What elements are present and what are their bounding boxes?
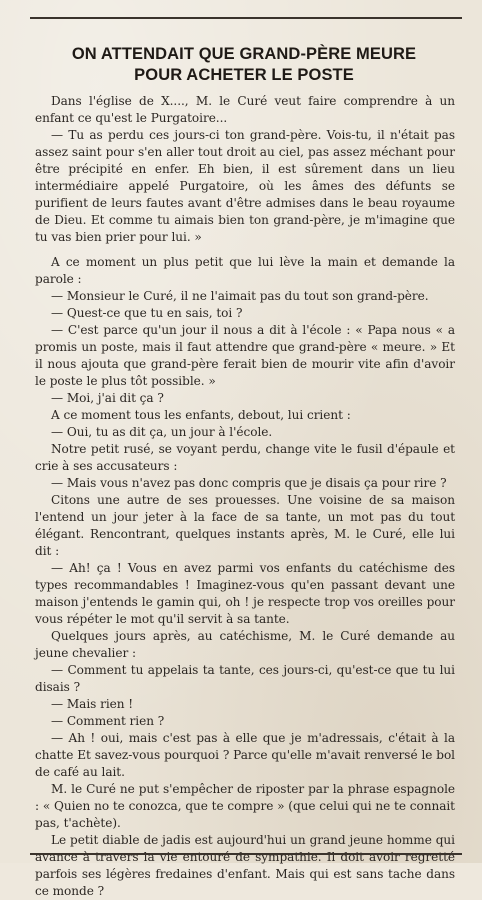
paragraph: Le petit diable de jadis est aujourd'hui un grand jeune homme qui avance à travers la vie entouré de sympathie. Il doit avoir regretté parfois ses légères fredaines d'enfant. Mais qui est sans tache dans ce monde ? <box>35 833 455 898</box>
paragraph: — Mais vous n'avez pas donc compris que je disais ça pour rire ? <box>51 476 447 490</box>
paragraph: — Comment tu appelais ta tante, ces jours-ci, qu'est-ce que tu lui disais ? <box>35 663 455 694</box>
paragraph: — Tu as perdu ces jours-ci ton grand-père. Vois-tu, il n'était pas assez saint pour s'en aller tout droit au ciel, pas assez méchant pour être précipité en enfer. Eh bien, il est sûrement dans un lieu intermédiaire appelé Purgatoire, où les âmes des défunts se purifient de leurs fautes avant d'être admises dans le beau royaume de Dieu. Et comme tu aimais bien ton grand-père, je m'imagine que tu vas bien prier pour lui. » <box>35 128 455 244</box>
paragraph: Notre petit rusé, se voyant perdu, change vite le fusil d'épaule et crie à ses accusateurs : <box>35 442 455 473</box>
paragraph: M. le Curé ne put s'empêcher de riposter par la phrase espagnole : « Quien no te conozca, que te compre » (que celui qui ne te connait pas, t'achète). <box>35 782 455 830</box>
paragraph: — Ah ! oui, mais c'est pas à elle que je m'adressais, c'était à la chatte Et savez-vous pourquoi ? Parce qu'elle m'avait renversé le bol de café au lait. <box>35 731 455 779</box>
paragraph: — Oui, tu as dit ça, un jour à l'école. <box>51 425 273 439</box>
title-line-1: ON ATTENDAIT QUE GRAND-PÈRE MEURE <box>71 45 417 63</box>
top-rule <box>30 17 462 19</box>
paragraph: A ce moment un plus petit que lui lève la main et demande la parole : <box>35 255 455 286</box>
title-line-2: POUR ACHETER LE POSTE <box>134 66 354 84</box>
paragraph: — Quest-ce que tu en sais, toi ? <box>51 306 243 320</box>
paragraph: — Monsieur le Curé, il ne l'aimait pas du tout son grand-père. <box>51 289 429 303</box>
paragraph: — C'est parce qu'un jour il nous a dit à l'école : « Papa nous « a promis un poste, mais il faut attendre que grand-père « meure. » Et il nous ajouta que grand-père ferait bien de mourir vite afin d'avoir le poste le plus tôt possible. » <box>35 323 455 388</box>
article-body <box>35 93 455 900</box>
paragraph: Citons une autre de ses prouesses. Une voisine de sa maison l'entend un jour jeter à la face de sa tante, un mot pas du tout élégant. Rencontrant, quelques instants après, M. le Curé, elle lui dit : <box>35 493 455 558</box>
paragraph: — Moi, j'ai dit ça ? <box>51 391 164 405</box>
article-title <box>34 44 454 86</box>
paragraph: Dans l'église de X...., M. le Curé veut faire comprendre à un enfant ce qu'est le Purgatoire... <box>35 94 455 125</box>
paragraph: Quelques jours après, au catéchisme, M. le Curé demande au jeune chevalier : <box>35 629 455 660</box>
paragraph: — Comment rien ? <box>51 714 165 728</box>
paragraph: A ce moment tous les enfants, debout, lui crient : <box>51 408 351 422</box>
paragraph: — Mais rien ! <box>51 697 134 711</box>
paragraph: — Ah! ça ! Vous en avez parmi vos enfants du catéchisme des types recommandables ! Imaginez-vous qu'en passant devant une maison j'entends le gamin qui, oh ! je respecte trop vos oreilles pour vous répéter le mot qu'il servit à sa tante. <box>35 561 455 626</box>
bottom-rule <box>30 853 462 855</box>
